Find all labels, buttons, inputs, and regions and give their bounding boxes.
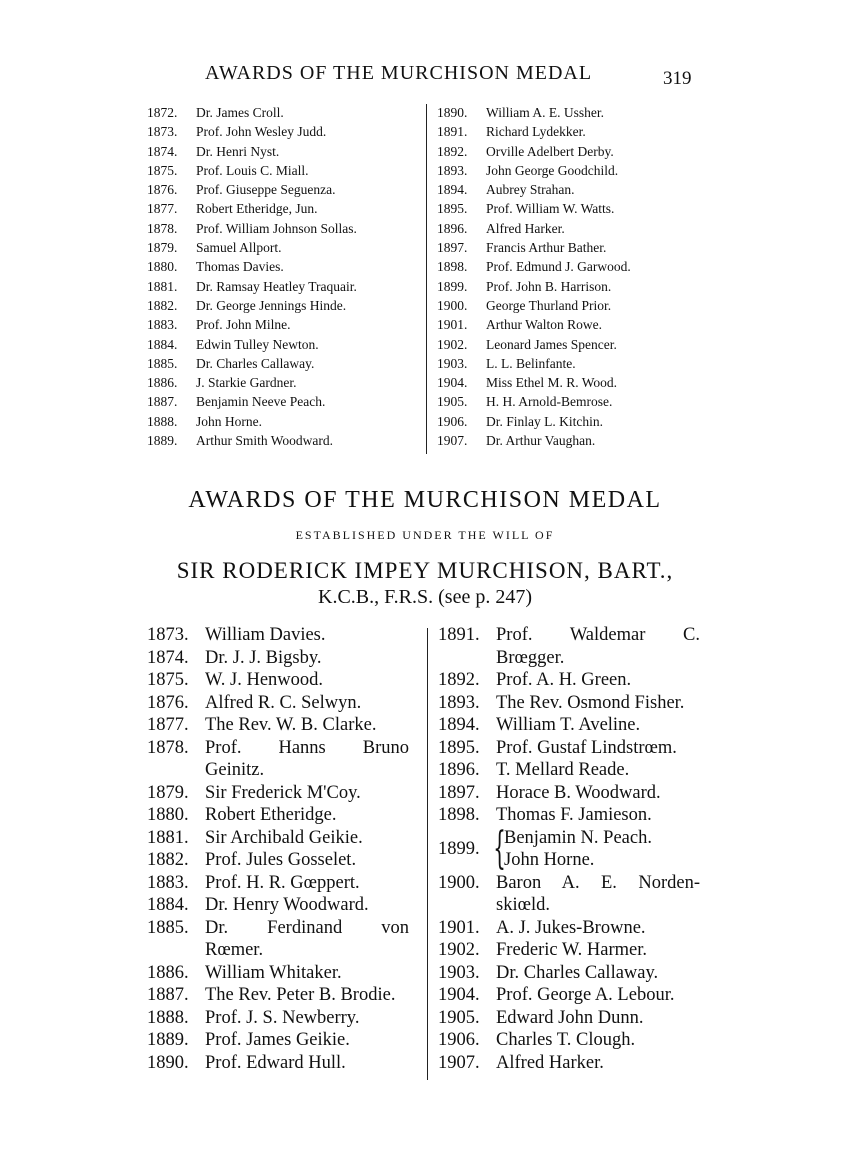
list-item [147,647,409,670]
recipient-name: Robert Etheridge. [205,805,337,825]
award-year: 1875. [147,162,178,178]
award-year: 1902. [438,940,480,960]
award-year: 1874. [147,143,178,159]
recipient-name: John Horne. [196,413,262,429]
list-item [147,849,409,872]
award-year: 1874. [147,647,189,668]
award-year: 1880. [147,259,178,275]
list-item [147,219,427,238]
recipient-name: Alfred R. C. Selwyn. [205,692,362,713]
award-year: 1895. [438,737,480,758]
recipient-name: George Thurland Prior. [486,297,612,313]
recipient-name: Prof. Gustaf Lindstrœm. [496,737,677,758]
award-year: 1881. [147,278,178,294]
recipient-name: The Rev. Osmond Fisher. [496,692,685,713]
award-year: 1882. [147,850,189,870]
list-item [437,373,717,392]
list-item [147,392,427,411]
recipient-name: Miss Ethel M. R. Wood. [486,375,618,391]
section-subtitle: ESTABLISHED UNDER THE WILL OF [295,528,555,542]
brace-symbol: { [493,823,506,874]
award-year: 1894. [437,182,468,198]
list-item [438,872,700,895]
list-item [438,939,700,962]
award-year: 1901. [438,917,480,938]
award-year: 1879. [147,782,189,803]
award-year: 1892. [437,143,468,159]
founder-name: SIR RODERICK IMPEY MURCHISON, BART., [176,558,674,583]
recipient-name: Alfred Harker. [496,1052,604,1073]
award-year: 1900. [437,297,468,313]
recipient-name: Prof. Jules Gosselet. [205,850,357,870]
list-item [438,1029,700,1052]
list-item [437,219,717,238]
list-item [437,199,717,218]
award-year: 1887. [147,985,189,1005]
list-item [438,962,700,985]
award-year: 1885. [147,917,189,938]
recipient-name: Sir Frederick M'Coy. [205,782,361,803]
list-item [147,737,409,760]
recipient-name: Thomas F. Jamieson. [496,805,652,825]
recipient-name: Prof. John Wesley Judd. [196,124,327,140]
award-year: 1876. [147,692,189,713]
recipient-name: Arthur Walton Rowe. [486,317,603,333]
list-item [147,1007,409,1030]
recipient-name: Prof. George A. Lebour. [496,985,675,1005]
list-item [147,1052,409,1075]
recipient-name: Dr. James Croll. [196,105,284,120]
award-year: 1882. [147,297,178,313]
joint-recipients [504,827,652,872]
list-item [147,431,427,450]
award-year: 1878. [147,220,178,236]
award-year: 1905. [437,394,468,410]
list-item [437,392,717,411]
list-item [147,894,409,917]
award-year: 1878. [147,737,189,758]
recipient-name: Dr. Arthur Vaughan. [486,433,596,449]
award-year: 1883. [147,872,189,893]
award-year: 1902. [437,336,468,352]
recipient-name: Prof. James Geikie. [205,1030,350,1050]
recipient-name: W. J. Henwood. [205,670,324,690]
list-item [438,782,700,805]
award-year: 1880. [147,805,189,825]
recipient-name: Dr. Henry Woodward. [205,895,369,915]
recipient-name: Prof. H. R. Gœppert. [205,872,360,893]
award-year: 1891. [437,124,468,140]
recipient-name-continued: Geinitz. [205,760,265,780]
recipient-name: Francis Arthur Bather. [486,240,607,256]
award-year: 1890. [147,1052,189,1073]
list-item [147,103,427,122]
recipient-name: Dr. Ferdinand von [205,917,409,938]
award-year: 1877. [147,201,178,217]
award-year: 1905. [438,1007,480,1028]
top-list-left [147,103,427,450]
recipient-name: Prof. Edmund J. Garwood. [486,259,631,275]
column-divider [426,104,427,454]
recipient-name: Prof. J. S. Newberry. [205,1007,360,1028]
recipient-name-continued: skiœld. [496,895,550,915]
list-item [147,315,427,334]
list-item [438,1052,700,1075]
recipient-name: William Whitaker. [205,962,342,983]
recipient-name-continued: Rœmer. [205,940,264,960]
recipient-name: Alfred Harker. [486,220,565,236]
list-item [147,714,409,737]
award-year: 1898. [438,805,480,825]
recipient-name: Dr. Ramsay Heatley Traquair. [196,278,357,294]
recipient-name: Thomas Davies. [196,259,284,275]
recipient-name: Samuel Allport. [196,240,282,256]
recipient-name: Sir Archibald Geikie. [205,827,363,848]
recipient-name: John Horne. [504,850,595,870]
award-year: 1895. [437,201,468,217]
recipient-name: Prof. Waldemar C. [496,625,700,645]
list-item [147,142,427,161]
list-item [438,669,700,692]
recipient-name: Dr. Finlay L. Kitchin. [486,413,603,429]
award-year: 1887. [147,394,178,410]
column-divider [427,628,428,1080]
recipient-name: J. Starkie Gardner. [196,375,297,391]
recipient-name: Prof. John Milne. [196,317,291,333]
award-year: 1889. [147,433,178,449]
recipient-name: T. Mellard Reade. [496,760,630,780]
award-year: 1894. [438,715,480,735]
list-item [437,315,717,334]
award-year: 1899. [438,838,480,859]
list-item [437,103,717,122]
list-item [438,624,700,647]
recipient-name: Prof. Edward Hull. [205,1052,346,1073]
list-item [147,354,427,373]
recipient-name: Baron A. E. Norden- [496,872,700,893]
recipient-name: Prof. Giuseppe Seguenza. [196,182,336,198]
award-year: 1873. [147,124,178,140]
recipient-name-continued: Brœgger. [496,647,565,668]
list-item [147,257,427,276]
award-year: 1903. [437,355,468,371]
award-year: 1884. [147,336,178,352]
list-item [437,180,717,199]
award-year: 1872. [147,105,178,120]
list-item [147,238,427,257]
award-year: 1907. [438,1052,480,1073]
main-list-left [147,624,409,1074]
recipient-name: Prof. Hanns Bruno [205,737,409,758]
award-year: 1891. [438,625,480,645]
award-year: 1907. [437,433,468,449]
recipient-name: William T. Aveline. [496,715,641,735]
recipient-name: Prof. John B. Harrison. [486,278,612,294]
list-item [147,296,427,315]
award-year: 1904. [437,375,468,391]
list-item-joint-award [438,823,700,874]
section-title: AWARDS OF THE MURCHISON MEDAL [188,487,662,513]
list-item [437,277,717,296]
award-year: 1906. [438,1030,480,1050]
award-year: 1885. [147,355,178,371]
recipient-name: Benjamin N. Peach. [504,827,652,848]
list-item [147,199,427,218]
list-item [437,122,717,141]
recipient-name: Dr. George Jennings Hinde. [196,297,347,313]
recipient-name: William Davies. [205,625,326,645]
award-year: 1896. [437,220,468,236]
running-head: AWARDS OF THE MURCHISON MEDAL [205,62,593,84]
award-year: 1897. [437,240,468,256]
award-year: 1892. [438,670,480,690]
award-year: 1877. [147,715,189,735]
award-year: 1873. [147,625,189,645]
list-item [147,984,409,1007]
recipient-name: Dr. Charles Callaway. [196,355,315,371]
recipient-name: Dr. Henri Nyst. [196,143,280,159]
award-year: 1903. [438,962,480,983]
recipient-name: Prof. A. H. Green. [496,670,632,690]
recipient-name: The Rev. W. B. Clarke. [205,715,377,735]
award-year: 1901. [437,317,468,333]
award-year: 1889. [147,1030,189,1050]
list-item [437,161,717,180]
list-item [437,354,717,373]
list-item [147,373,427,392]
award-year: 1897. [438,782,480,803]
page-number: 319 [663,68,692,89]
list-item [147,277,427,296]
recipient-name: William A. E. Ussher. [486,105,604,120]
list-item [438,737,700,760]
recipient-name: Edward John Dunn. [496,1007,644,1028]
award-year: 1900. [438,872,480,893]
list-item [438,984,700,1007]
award-year: 1906. [437,413,468,429]
recipient-name: Benjamin Neeve Peach. [196,394,326,410]
recipient-name: Dr. Charles Callaway. [496,962,659,983]
list-item [147,412,427,431]
list-item [147,782,409,805]
list-item [438,714,700,737]
recipient-name: Charles T. Clough. [496,1030,636,1050]
award-year: 1888. [147,413,178,429]
list-item [437,335,717,354]
award-year: 1886. [147,962,189,983]
list-item [438,692,700,715]
list-item [438,1007,700,1030]
recipient-name: Horace B. Woodward. [496,782,661,803]
recipient-name: Orville Adelbert Derby. [486,143,614,159]
list-item [437,431,717,450]
list-item [147,161,427,180]
list-item [437,238,717,257]
award-year: 1883. [147,317,178,333]
list-item [147,669,409,692]
recipient-name: The Rev. Peter B. Brodie. [205,985,396,1005]
list-item [437,142,717,161]
recipient-name: Prof. William W. Watts. [486,201,615,217]
list-item [438,759,700,782]
award-year: 1879. [147,240,178,256]
recipient-name: Prof. William Johnson Sollas. [196,220,357,236]
list-item [437,257,717,276]
award-year: 1893. [437,162,468,178]
award-year: 1898. [437,259,468,275]
recipient-name: H. H. Arnold-Bemrose. [486,394,613,410]
list-item [147,180,427,199]
award-year: 1890. [437,105,468,120]
list-item [147,827,409,850]
recipient-name: L. L. Belinfante. [486,355,576,371]
award-year: 1881. [147,827,189,848]
award-year: 1893. [438,692,480,713]
award-year: 1884. [147,895,189,915]
list-item [147,624,409,647]
award-year: 1888. [147,1007,189,1028]
list-item [147,872,409,895]
recipient-name: John George Goodchild. [486,162,619,178]
award-year: 1904. [438,985,480,1005]
list-item [147,122,427,141]
list-item [147,692,409,715]
list-item [438,804,700,827]
recipient-name: Arthur Smith Woodward. [196,433,334,449]
recipient-name: Robert Etheridge, Jun. [196,201,318,217]
list-item [438,917,700,940]
top-list-right [437,103,717,450]
award-year: 1886. [147,375,178,391]
recipient-name: Frederic W. Harmer. [496,940,648,960]
list-item [437,412,717,431]
award-year: 1875. [147,670,189,690]
award-year: 1899. [437,278,468,294]
main-list-right [438,624,700,1074]
list-item [147,804,409,827]
award-year: 1896. [438,760,480,780]
list-item [437,296,717,315]
recipient-name: Dr. J. J. Bigsby. [205,647,322,668]
list-item [147,1029,409,1052]
recipient-name: Richard Lydekker. [486,124,586,140]
recipient-name: Aubrey Strahan. [486,182,575,198]
recipient-name: Leonard James Spencer. [486,336,617,352]
recipient-name: Edwin Tulley Newton. [196,336,319,352]
list-item [147,962,409,985]
award-year: 1876. [147,182,178,198]
list-item [147,917,409,940]
recipient-name: A. J. Jukes-Browne. [496,917,646,938]
list-item [147,335,427,354]
recipient-name: Prof. Louis C. Miall. [196,162,309,178]
founder-note: K.C.B., F.R.S. (see p. 247) [318,586,532,608]
